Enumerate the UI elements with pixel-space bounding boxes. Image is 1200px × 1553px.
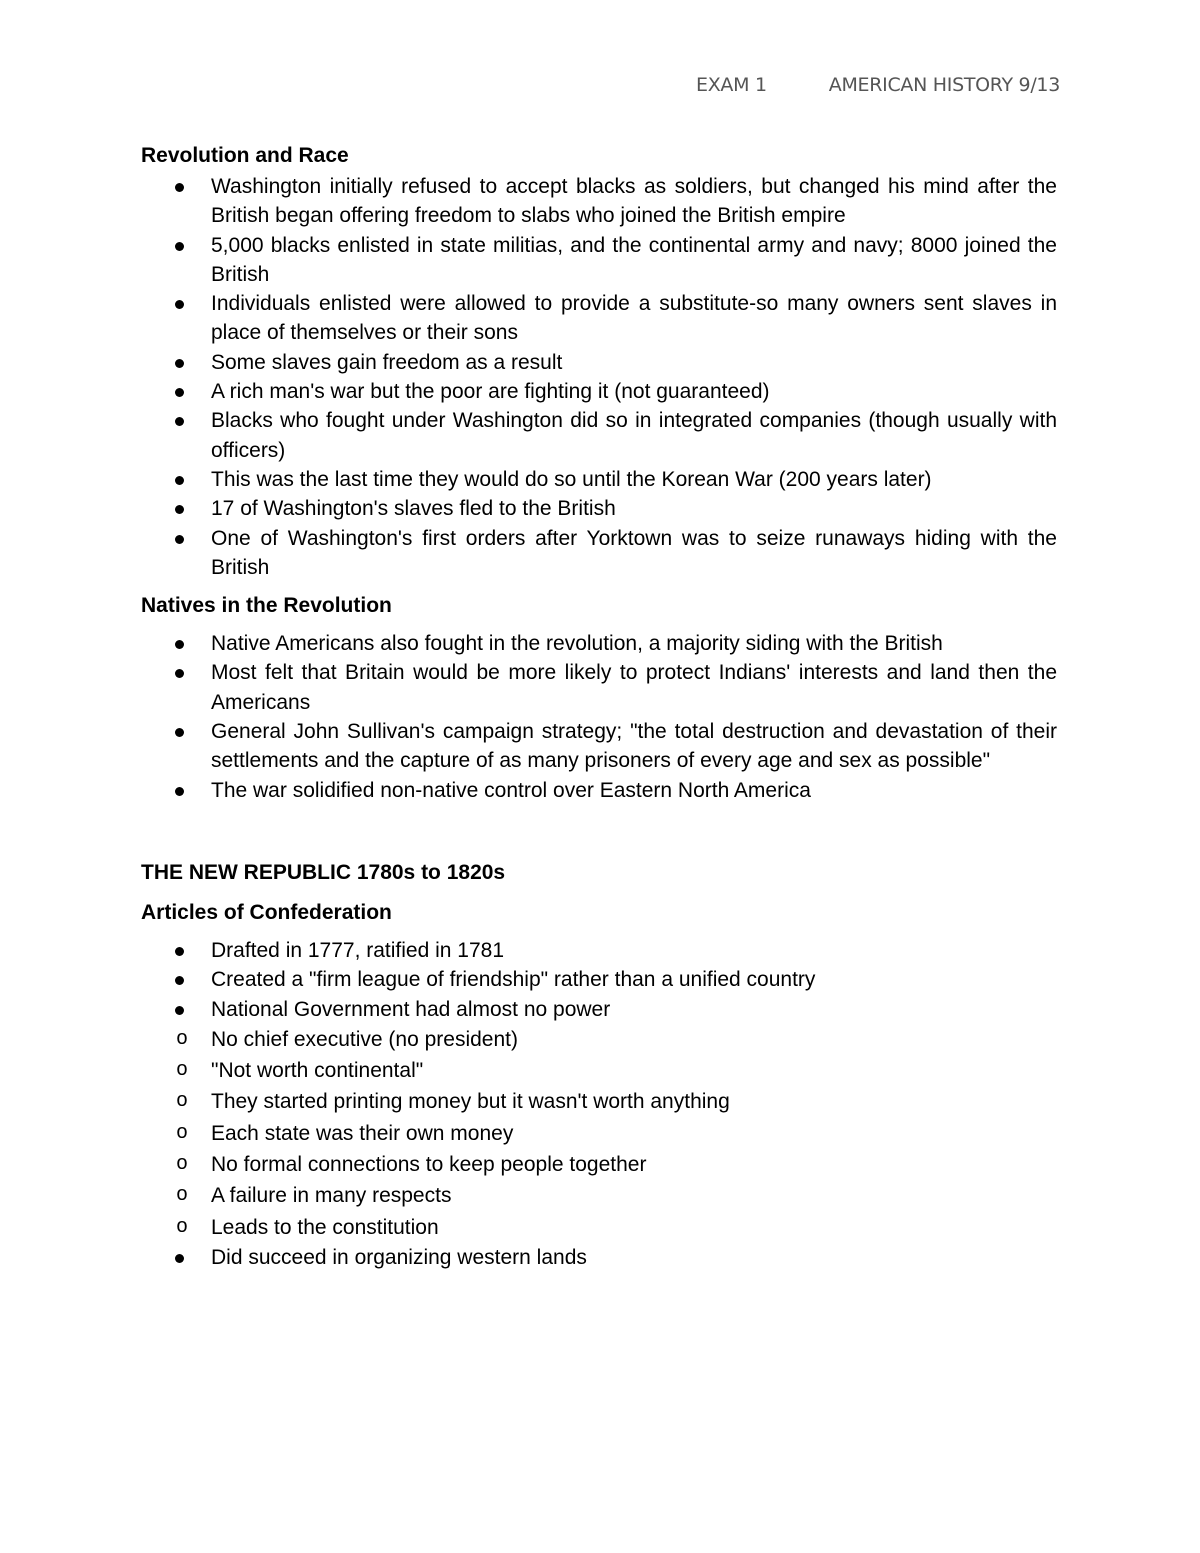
sub-list-item: o No chief executive (no president) bbox=[141, 1024, 1057, 1055]
articles-list bbox=[141, 936, 1057, 1272]
section-heading-revolution-and-race: Revolution and Race bbox=[141, 144, 349, 167]
page-header bbox=[0, 74, 1060, 96]
sub-list-item: o "Not worth continental" bbox=[141, 1055, 1057, 1086]
list-item: General John Sullivan's campaign strategy; "the total destruction and devastation of their settlements and the capture of as many prisoners of every age and sex as possible" bbox=[141, 717, 1057, 776]
list-item: 17 of Washington's slaves fled to the British bbox=[141, 494, 1057, 523]
list-item: Most felt that Britain would be more likely to protect Indians' interests and land then the Americans bbox=[141, 658, 1057, 717]
list-item: Blacks who fought under Washington did so in integrated companies (though usually with officers) bbox=[141, 406, 1057, 465]
section-heading-articles: Articles of Confederation bbox=[141, 900, 392, 924]
list-item: Some slaves gain freedom as a result bbox=[141, 348, 1057, 377]
sub-list-item: o They started printing money but it wasn't worth anything bbox=[141, 1086, 1057, 1117]
header-exam: EXAM 1 bbox=[696, 74, 767, 96]
nested-list-container bbox=[141, 1024, 1057, 1243]
list-item: National Government had almost no power bbox=[141, 995, 1057, 1024]
list-item: Native Americans also fought in the revolution, a majority siding with the British bbox=[141, 629, 1057, 658]
sub-list-item: o A failure in many respects bbox=[141, 1180, 1057, 1211]
document-body bbox=[141, 140, 1057, 1272]
list-item: One of Washington's first orders after Yorktown was to seize runaways hiding with the British bbox=[141, 524, 1057, 583]
articles-sublist bbox=[141, 1024, 1057, 1243]
sub-list-item: o No formal connections to keep people together bbox=[141, 1149, 1057, 1180]
list-item: Individuals enlisted were allowed to provide a substitute-so many owners sent slaves in place of themselves or their sons bbox=[141, 289, 1057, 348]
revolution-race-list bbox=[141, 172, 1057, 582]
sub-list-item: o Each state was their own money bbox=[141, 1118, 1057, 1149]
list-item: Washington initially refused to accept blacks as soldiers, but changed his mind after the British began offering freedom to slabs who joined the British empire bbox=[141, 172, 1057, 231]
list-item: Did succeed in organizing western lands bbox=[141, 1243, 1057, 1272]
list-item: A rich man's war but the poor are fighting it (not guaranteed) bbox=[141, 377, 1057, 406]
list-item: Drafted in 1777, ratified in 1781 bbox=[141, 936, 1057, 965]
list-item: This was the last time they would do so until the Korean War (200 years later) bbox=[141, 465, 1057, 494]
list-item: 5,000 blacks enlisted in state militias, and the continental army and navy; 8000 joined the British bbox=[141, 231, 1057, 290]
section-heading-natives: Natives in the Revolution bbox=[141, 594, 392, 618]
list-item: The war solidified non-native control over Eastern North America bbox=[141, 776, 1057, 805]
section-heading-new-republic: THE NEW REPUBLIC 1780s to 1820s bbox=[141, 860, 506, 884]
header-course: AMERICAN HISTORY 9/13 bbox=[828, 74, 1060, 96]
natives-list bbox=[141, 629, 1057, 805]
list-item: Created a "firm league of friendship" rather than a unified country bbox=[141, 965, 1057, 994]
sub-list-item: o Leads to the constitution bbox=[141, 1212, 1057, 1243]
